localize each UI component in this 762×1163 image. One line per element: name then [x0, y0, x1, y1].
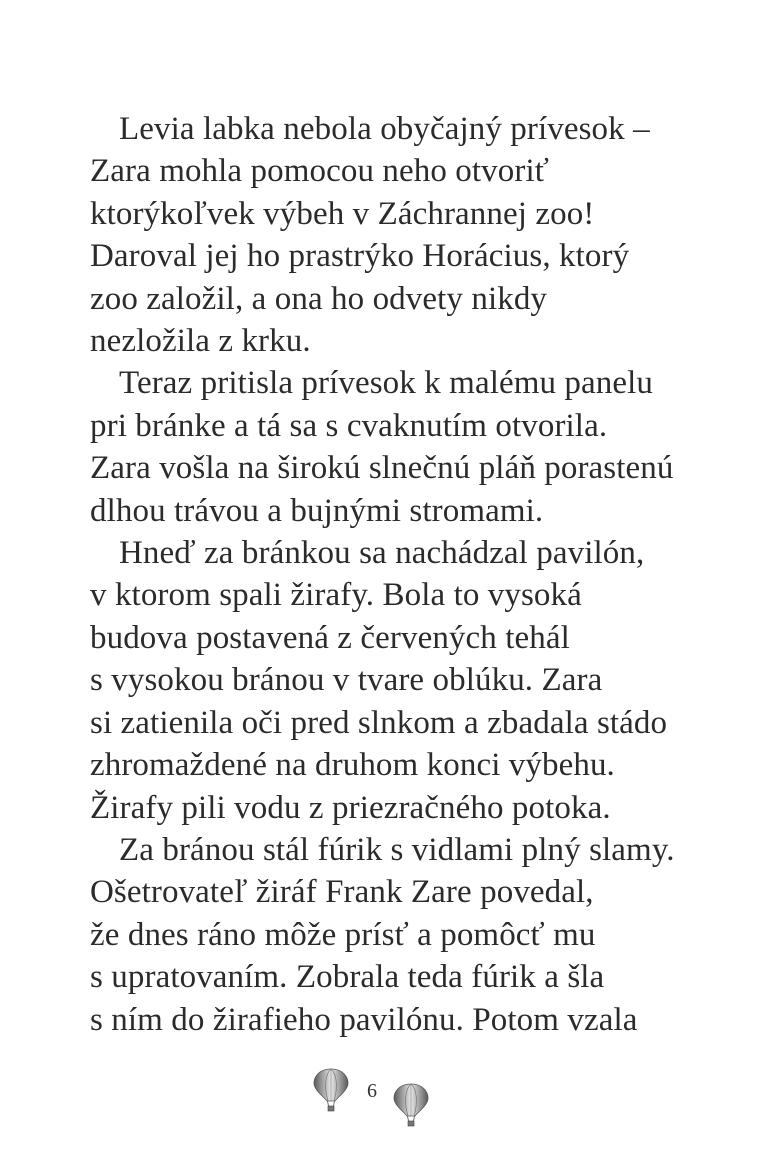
body-text [90, 108, 690, 1041]
text-line: v ktorom spali žirafy. Bola to vysoká [90, 577, 582, 614]
text-line: si zatienila oči pred slnkom a zbadala stádo [90, 704, 668, 741]
text-line: pri bránke a tá sa s cvaknutím otvorila. [90, 407, 608, 444]
text-line: Žirafy pili vodu z priezračného potoka. [90, 789, 611, 826]
text-line: dlhou trávou a bujnými stromami. [90, 492, 544, 529]
text-line: zhromaždené na druhom konci výbehu. [90, 747, 615, 784]
text-line: Ošetrovateľ žiráf Frank Zare povedal, [90, 874, 594, 911]
text-line: Hneď za bránkou sa nachádzal pavilón, [119, 535, 645, 572]
text-line: Zara vošla na širokú slnečnú pláň porastenú [90, 450, 674, 487]
page-number: 6 [367, 1080, 377, 1102]
hot-air-balloon-icon [393, 1083, 429, 1129]
text-line: Zara mohla pomocou neho otvoriť [90, 153, 549, 190]
text-line: Daroval jej ho prastrýko Horácius, ktorý [90, 238, 630, 275]
text-line: budova postavená z červených tehál [90, 619, 570, 656]
text-line: Za bránou stál fúrik s vidlami plný slamy. [119, 831, 675, 868]
text-line: že dnes ráno môže prísť a pomôcť mu [90, 916, 596, 953]
text-line: zoo založil, a ona ho odvety nikdy [90, 280, 548, 317]
text-line: ktorýkoľvek výbeh v Záchrannej zoo! [90, 195, 595, 232]
page-footer [0, 1066, 762, 1136]
hot-air-balloon-icon [313, 1068, 349, 1114]
text-line: nezložila z krku. [90, 323, 311, 360]
text-line: Levia labka nebola obyčajný prívesok – [119, 111, 650, 147]
text-line: s upratovaním. Zobrala teda fúrik a šla [90, 959, 605, 996]
text-line: s vysokou bránou v tvare oblúku. Zara [90, 662, 603, 699]
text-line: s ním do žirafieho pavilónu. Potom vzala [90, 1001, 638, 1038]
text-line: Teraz pritisla prívesok k malému panelu [119, 365, 653, 402]
